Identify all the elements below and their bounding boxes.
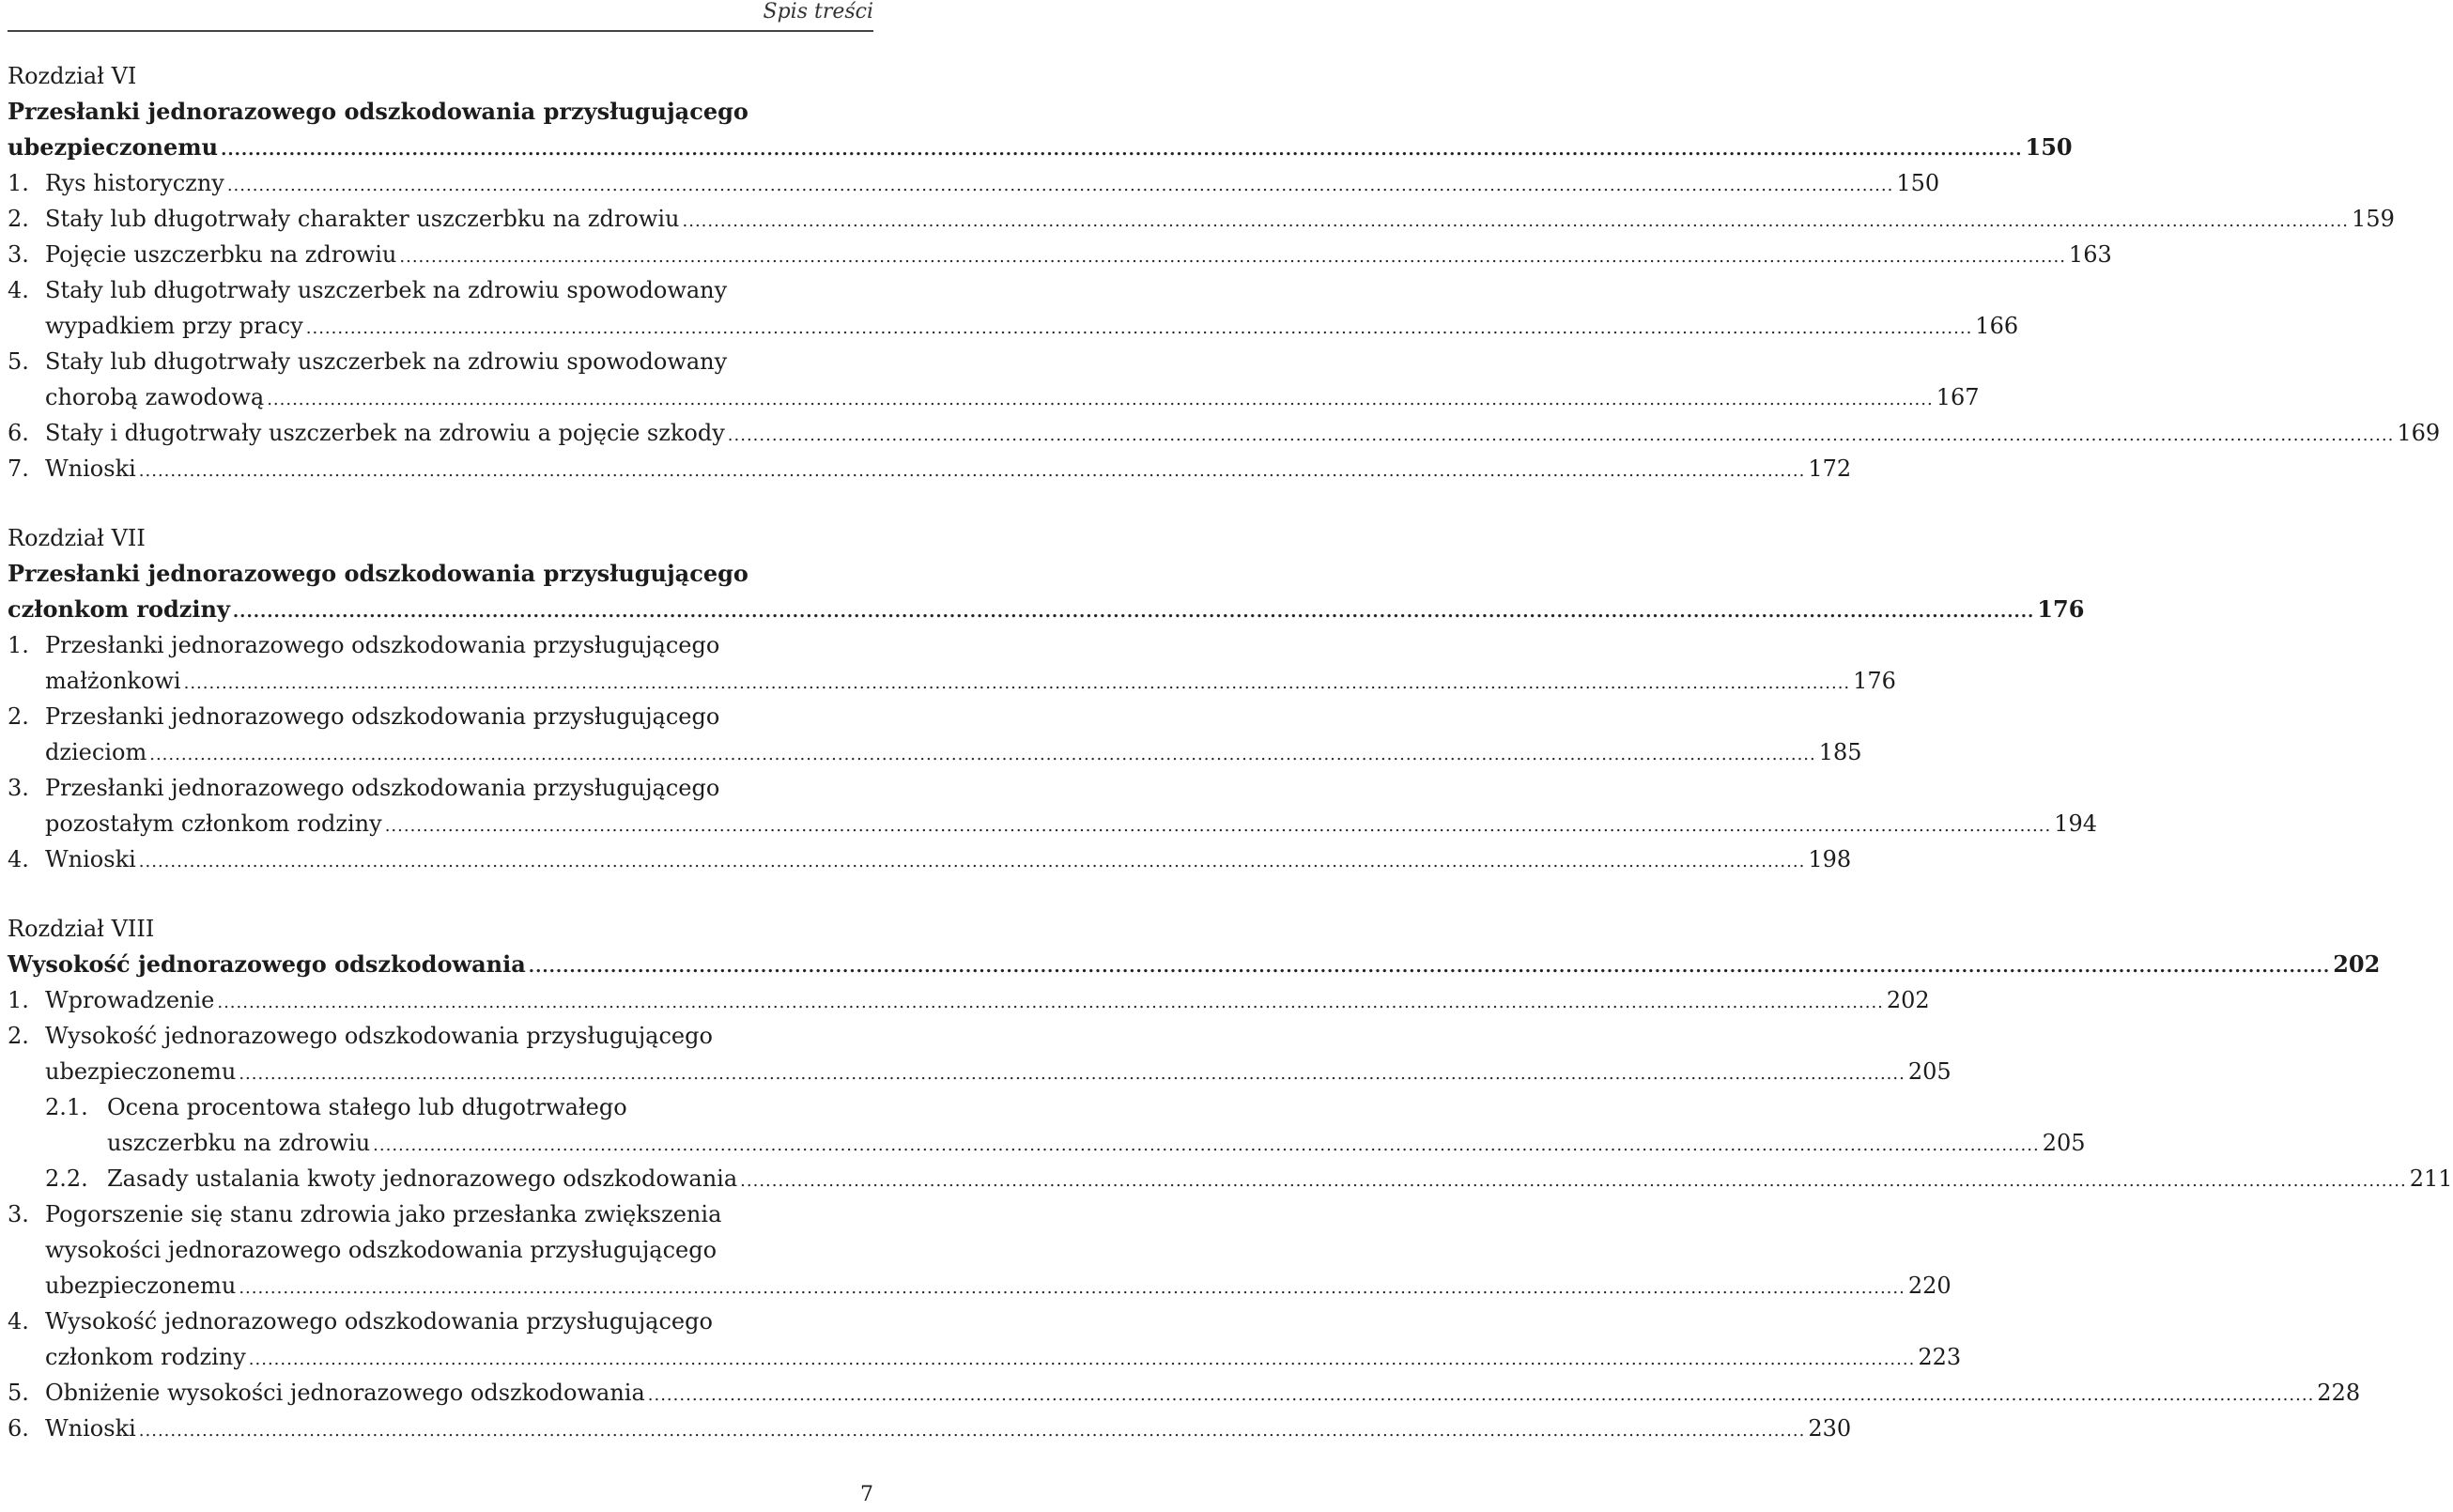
page-number: 169 bbox=[2397, 420, 2441, 446]
toc-entry[interactable] bbox=[8, 1375, 2361, 1411]
leader-dots bbox=[227, 168, 1894, 204]
toc-entry-line-1[interactable] bbox=[8, 1196, 873, 1232]
page-number: 150 bbox=[2025, 133, 2073, 161]
entry-title-cont: małżonkowi bbox=[45, 668, 181, 694]
entry-title: Wysokość jednorazowego odszkodowania przysługującego bbox=[45, 1023, 713, 1049]
page-number: 172 bbox=[1808, 455, 1852, 482]
toc-entry-line-2[interactable] bbox=[8, 1339, 1962, 1375]
entry-number: 1. bbox=[8, 170, 29, 196]
chapter-8-title-entry[interactable] bbox=[8, 947, 2381, 982]
entry-title: Przesłanki jednorazowego odszkodowania przysługującego bbox=[45, 775, 720, 801]
toc-entry-line-1[interactable] bbox=[8, 770, 873, 806]
toc-subentry-line-1[interactable] bbox=[8, 1089, 873, 1125]
toc-entry[interactable] bbox=[8, 237, 2112, 272]
toc-entry-line-2[interactable] bbox=[8, 1054, 1952, 1089]
leader-dots bbox=[221, 132, 2022, 168]
page-number: 198 bbox=[1808, 846, 1852, 872]
entry-number: 3. bbox=[8, 241, 29, 268]
toc-entry[interactable] bbox=[8, 415, 2441, 451]
entry-number: 4. bbox=[8, 1308, 29, 1335]
toc-entry-line-1[interactable] bbox=[8, 1304, 873, 1339]
header-rule bbox=[8, 30, 873, 32]
toc-entry-line-3[interactable] bbox=[8, 1268, 1952, 1304]
leader-dots bbox=[648, 1378, 2315, 1413]
entry-title: Pogorszenie się stanu zdrowia jako przesłanka zwiększenia bbox=[45, 1201, 722, 1227]
leader-dots bbox=[529, 949, 2330, 985]
toc-entry[interactable] bbox=[8, 982, 1930, 1018]
running-head: Spis treści bbox=[763, 0, 873, 23]
entry-title: Wnioski bbox=[45, 1415, 136, 1442]
chapter-7-label: Rozdział VII bbox=[8, 525, 146, 551]
page-number: 194 bbox=[2054, 810, 2098, 837]
page-number: 163 bbox=[2068, 241, 2112, 268]
chapter-7-title-entry[interactable] bbox=[8, 592, 2085, 627]
leader-dots bbox=[267, 382, 1934, 418]
leader-dots bbox=[239, 1271, 1905, 1306]
page-number: 176 bbox=[2037, 595, 2085, 623]
entry-title-cont: ubezpieczonemu bbox=[45, 1273, 237, 1299]
entry-title: Wnioski bbox=[45, 846, 136, 872]
entry-title: Zasady ustalania kwoty jednorazowego odszkodowania bbox=[107, 1165, 738, 1192]
leader-dots bbox=[139, 844, 1806, 880]
entry-title: Przesłanki jednorazowego odszkodowania przysługującego bbox=[45, 632, 720, 658]
page-number: 220 bbox=[1907, 1273, 1952, 1299]
entry-number: 1. bbox=[8, 987, 29, 1013]
toc-entry-line-2[interactable] bbox=[8, 379, 1980, 415]
entry-title-cont: dzieciom bbox=[45, 739, 147, 765]
entry-number: 7. bbox=[8, 455, 29, 482]
chapter-7-title-line-2: członkom rodziny bbox=[8, 595, 230, 623]
entry-number: 2.1. bbox=[45, 1094, 88, 1120]
entry-title-cont: uszczerbku na zdrowiu bbox=[107, 1130, 371, 1156]
chapter-8-label: Rozdział VIII bbox=[8, 916, 155, 942]
table-of-contents bbox=[8, 58, 2453, 1446]
leader-dots bbox=[139, 454, 1806, 489]
leader-dots bbox=[373, 1128, 2040, 1164]
entry-title: Wysokość jednorazowego odszkodowania przysługującego bbox=[45, 1308, 713, 1335]
toc-entry-line-2[interactable] bbox=[8, 308, 2019, 344]
entry-number: 5. bbox=[8, 1380, 29, 1406]
entry-number: 3. bbox=[8, 775, 29, 801]
toc-entry-line-2[interactable] bbox=[8, 663, 1896, 699]
entry-title: Stały lub długotrwały uszczerbek na zdrowiu spowodowany bbox=[45, 348, 728, 375]
entry-title-cont: wysokości jednorazowego odszkodowania przysługującego bbox=[45, 1237, 717, 1263]
leader-dots bbox=[740, 1164, 2407, 1199]
entry-number: 2.2. bbox=[45, 1165, 88, 1192]
page-number: 223 bbox=[1918, 1344, 1962, 1370]
entry-number: 2. bbox=[8, 1023, 29, 1049]
chapter-6-title-line-1: Przesłanki jednorazowego odszkodowania przysługującego bbox=[8, 98, 748, 125]
page-number: 205 bbox=[1907, 1058, 1952, 1085]
page-number: 159 bbox=[2352, 206, 2395, 232]
entry-number: 4. bbox=[8, 846, 29, 872]
entry-number: 3. bbox=[8, 1201, 29, 1227]
page-folio: 7 bbox=[860, 1483, 873, 1506]
entry-number: 2. bbox=[8, 703, 29, 730]
leader-dots bbox=[249, 1342, 1916, 1378]
leader-dots bbox=[683, 204, 2350, 239]
chapter-6-title-entry[interactable] bbox=[8, 130, 2073, 165]
toc-entry-line-1[interactable] bbox=[8, 344, 873, 379]
page-number: 211 bbox=[2409, 1165, 2453, 1192]
entry-number: 1. bbox=[8, 632, 29, 658]
page-number: 167 bbox=[1936, 384, 1980, 410]
page-number: 230 bbox=[1808, 1415, 1852, 1442]
chapter-7-title-line-1: Przesłanki jednorazowego odszkodowania przysługującego bbox=[8, 560, 748, 587]
toc-entry-line-1[interactable] bbox=[8, 272, 873, 308]
entry-title: Pojęcie uszczerbku na zdrowiu bbox=[45, 241, 397, 268]
toc-entry-line-2[interactable] bbox=[8, 1232, 873, 1268]
toc-entry-line-1[interactable] bbox=[8, 699, 873, 734]
toc-entry-line-1[interactable] bbox=[8, 627, 873, 663]
entry-number: 6. bbox=[8, 420, 29, 446]
leader-dots bbox=[399, 239, 2066, 275]
toc-entry[interactable] bbox=[8, 165, 1940, 201]
entry-title: Stały lub długotrwały uszczerbek na zdrowiu spowodowany bbox=[45, 277, 728, 303]
toc-subentry-line-2[interactable] bbox=[8, 1125, 2086, 1161]
toc-entry[interactable] bbox=[8, 201, 2395, 237]
page-number: 202 bbox=[2333, 950, 2381, 978]
entry-title: Stały lub długotrwały charakter uszczerbku na zdrowiu bbox=[45, 206, 680, 232]
entry-title: Ocena procentowa stałego lub długotrwałego bbox=[107, 1094, 627, 1120]
toc-entry-line-1[interactable] bbox=[8, 1018, 873, 1054]
page-number: 176 bbox=[1853, 668, 1896, 694]
toc-subentry[interactable] bbox=[8, 1161, 2453, 1196]
section-gap bbox=[8, 877, 873, 911]
leader-dots bbox=[385, 809, 2052, 844]
chapter-8-title: Wysokość jednorazowego odszkodowania bbox=[8, 950, 526, 978]
page-number: 202 bbox=[1886, 987, 1930, 1013]
toc-entry[interactable] bbox=[8, 451, 1852, 486]
page-number: 185 bbox=[1818, 739, 1862, 765]
entry-number: 6. bbox=[8, 1415, 29, 1442]
entry-title: Wprowadzenie bbox=[45, 987, 215, 1013]
page-number: 150 bbox=[1896, 170, 1940, 196]
section-gap bbox=[8, 486, 873, 520]
entry-title: Stały i długotrwały uszczerbek na zdrowiu a pojęcie szkody bbox=[45, 420, 725, 446]
leader-dots bbox=[728, 418, 2395, 454]
leader-dots bbox=[217, 985, 1884, 1021]
toc-entry[interactable] bbox=[8, 1411, 1852, 1446]
leader-dots bbox=[139, 1413, 1806, 1449]
page-number: 205 bbox=[2042, 1130, 2086, 1156]
entry-title: Rys historyczny bbox=[45, 170, 224, 196]
entry-number: 2. bbox=[8, 206, 29, 232]
chapter-6-label: Rozdział VI bbox=[8, 63, 137, 89]
leader-dots bbox=[184, 666, 1851, 702]
toc-entry-line-2[interactable] bbox=[8, 806, 2098, 841]
page-number: 228 bbox=[2317, 1380, 2361, 1406]
chapter-6-title-line-2: ubezpieczonemu bbox=[8, 133, 219, 161]
entry-title-cont: ubezpieczonemu bbox=[45, 1058, 237, 1085]
entry-title-cont: wypadkiem przy pracy bbox=[45, 313, 303, 339]
entry-number: 4. bbox=[8, 277, 29, 303]
leader-dots bbox=[233, 594, 2034, 630]
toc-entry-line-2[interactable] bbox=[8, 734, 1862, 770]
entry-title: Wnioski bbox=[45, 455, 136, 482]
entry-title-cont: chorobą zawodową bbox=[45, 384, 265, 410]
entry-title: Obniżenie wysokości jednorazowego odszkodowania bbox=[45, 1380, 645, 1406]
entry-title: Przesłanki jednorazowego odszkodowania przysługującego bbox=[45, 703, 720, 730]
leader-dots bbox=[306, 311, 1973, 347]
page-number: 166 bbox=[1975, 313, 2019, 339]
entry-number: 5. bbox=[8, 348, 29, 375]
toc-entry[interactable] bbox=[8, 841, 1852, 877]
entry-title-cont: członkom rodziny bbox=[45, 1344, 246, 1370]
leader-dots bbox=[239, 1057, 1905, 1092]
leader-dots bbox=[149, 737, 1816, 773]
entry-title-cont: pozostałym członkom rodziny bbox=[45, 810, 382, 837]
